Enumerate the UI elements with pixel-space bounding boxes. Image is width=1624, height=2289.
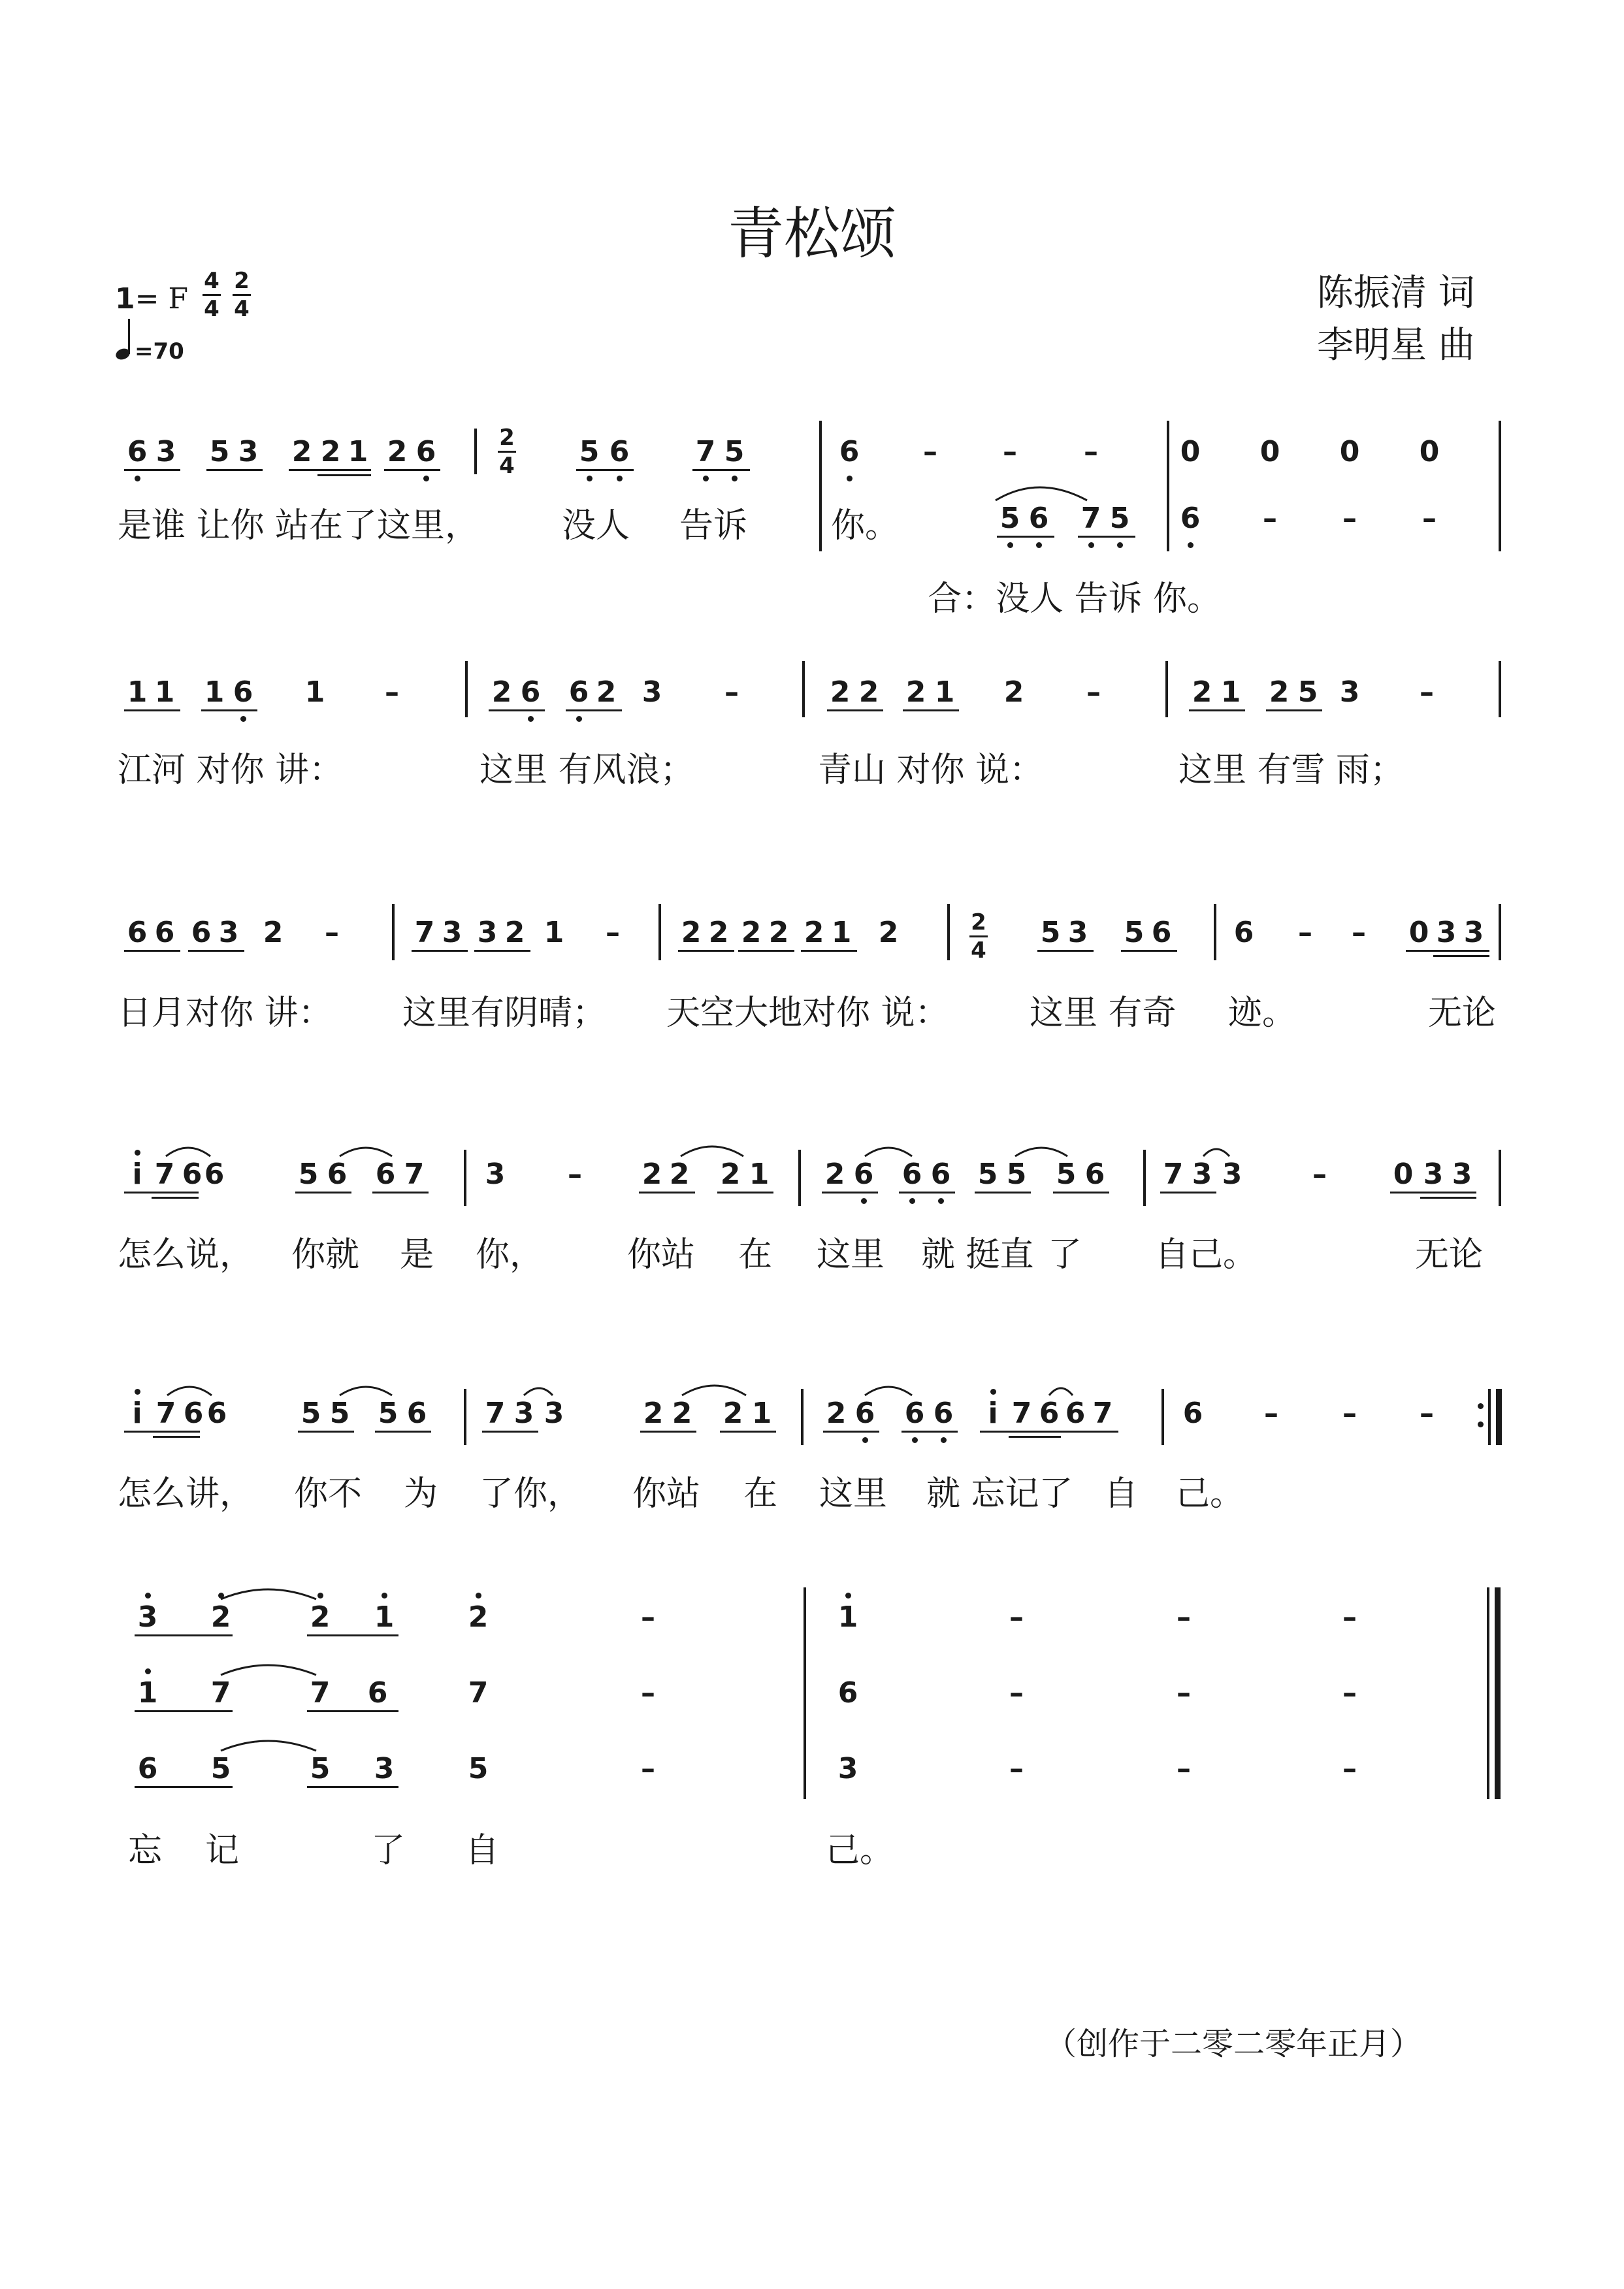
- note: 6: [933, 1397, 954, 1430]
- lyrics: 是: [400, 1235, 434, 1274]
- tie: [340, 1387, 392, 1395]
- dash: –: [1422, 502, 1437, 535]
- note: 6: [233, 675, 253, 709]
- note: 2: [723, 1397, 743, 1430]
- dash: –: [1009, 1600, 1024, 1634]
- note: 3: [1067, 916, 1088, 949]
- note: 2: [491, 675, 512, 709]
- note: 3: [477, 916, 498, 949]
- note: 2: [1192, 675, 1212, 709]
- note: 7: [695, 435, 716, 468]
- note: 1: [304, 675, 325, 709]
- note: 2: [468, 1600, 489, 1634]
- note: 5: [977, 1158, 998, 1191]
- note: 5: [210, 1752, 231, 1785]
- note: 5: [1040, 916, 1061, 949]
- note: 2: [643, 1397, 664, 1430]
- note: 1: [837, 1600, 858, 1634]
- note: 2: [504, 916, 525, 949]
- note: 2: [669, 1158, 690, 1191]
- lyrics: 这里: [817, 1235, 885, 1274]
- lyrics: 了: [371, 1831, 406, 1870]
- chorus-note: 5: [999, 502, 1020, 535]
- composer-credit: 李明星 曲: [1317, 324, 1475, 366]
- lyrics: 怎么讲，: [118, 1474, 254, 1514]
- note: 3: [1222, 1158, 1242, 1191]
- tie: [1049, 1388, 1073, 1395]
- note: 6: [1151, 916, 1172, 949]
- chorus-note: 5: [1109, 502, 1130, 535]
- time-sig-2-top: 2: [234, 268, 250, 294]
- note: 2: [720, 1158, 741, 1191]
- dash: –: [1312, 1158, 1327, 1191]
- note: 6: [930, 1158, 951, 1191]
- dash: –: [1264, 1397, 1278, 1430]
- note: 1: [749, 1158, 770, 1191]
- note: 7: [1163, 1158, 1184, 1191]
- dash: –: [325, 916, 339, 949]
- note: 1: [137, 1676, 158, 1710]
- lyrics: 这里有阴晴；: [402, 994, 607, 1033]
- note: 1: [831, 916, 852, 949]
- dash: –: [606, 916, 620, 949]
- dash: –: [385, 675, 399, 709]
- tie: [1203, 1149, 1229, 1156]
- lyrics: 自: [1104, 1474, 1139, 1514]
- note: 5: [724, 435, 745, 468]
- note: 2: [905, 675, 926, 709]
- note: 6: [1065, 1397, 1086, 1430]
- dash: –: [724, 675, 739, 709]
- note: 7: [1092, 1397, 1113, 1430]
- lyrics: 你站: [627, 1235, 696, 1274]
- lyrics: 是谁 让你 站在了这里，: [118, 506, 479, 545]
- note: 1: [374, 1600, 395, 1634]
- note: 5: [310, 1752, 331, 1785]
- dash: –: [1342, 1752, 1357, 1785]
- note: 6: [406, 1397, 427, 1430]
- lyrics: 迹。: [1228, 994, 1297, 1033]
- lyrics: 天空大地对你 说：: [666, 994, 949, 1033]
- note: 2: [672, 1397, 692, 1430]
- note: 6: [327, 1158, 348, 1191]
- note: 6: [901, 1158, 922, 1191]
- note: 3: [641, 675, 662, 709]
- note: 2: [824, 1158, 845, 1191]
- note: 7: [414, 916, 435, 949]
- note: 3: [137, 1600, 158, 1634]
- note: 5: [300, 1397, 321, 1430]
- note: 6: [609, 435, 630, 468]
- note: 2: [804, 916, 824, 949]
- dash: –: [1420, 675, 1434, 709]
- note: 7: [154, 1158, 175, 1191]
- note: i: [988, 1397, 998, 1430]
- note: 3: [1452, 1158, 1472, 1191]
- note: 6: [182, 1158, 203, 1191]
- lyricist-credit: 陈振清 词: [1317, 272, 1475, 314]
- dash: –: [1177, 1676, 1191, 1710]
- lyrics: 这里: [819, 1474, 888, 1514]
- dash: –: [1342, 1397, 1357, 1430]
- tie: [221, 1665, 316, 1675]
- lyrics: 记: [205, 1831, 240, 1870]
- note: 1: [127, 675, 148, 709]
- rest: 0: [1419, 435, 1440, 468]
- meter-bottom: 4: [969, 935, 988, 964]
- chorus-lyrics: 合：没人 告诉 你。: [928, 579, 1222, 619]
- time-sig-1-bottom: 4: [203, 294, 221, 322]
- note: 2: [387, 435, 408, 468]
- note: 0: [1408, 916, 1429, 949]
- chorus-note: 6: [1180, 502, 1201, 535]
- note: 5: [1297, 675, 1318, 709]
- note: 3: [442, 916, 463, 949]
- lyrics: 为: [404, 1474, 438, 1514]
- time-sig-1-top: 4: [204, 268, 219, 294]
- note: 2: [768, 916, 789, 949]
- key-one: 1: [115, 282, 135, 316]
- note: 6: [1084, 1158, 1105, 1191]
- tie: [221, 1741, 316, 1751]
- note: 2: [596, 675, 617, 709]
- lyrics: 你。: [831, 506, 900, 545]
- note: 2: [291, 435, 312, 468]
- note: 3: [1423, 1158, 1444, 1191]
- note: 6: [375, 1158, 396, 1191]
- tie: [682, 1386, 746, 1395]
- note: 3: [1339, 675, 1360, 709]
- dash: –: [1298, 916, 1312, 949]
- note: 2: [320, 435, 341, 468]
- dash: –: [1084, 435, 1098, 468]
- lyrics: 你不: [294, 1474, 363, 1514]
- note: 5: [1124, 916, 1145, 949]
- tie: [524, 1388, 553, 1395]
- lyrics: 没人: [562, 506, 630, 545]
- note: 3: [1192, 1158, 1212, 1191]
- note: 5: [579, 435, 600, 468]
- dash: –: [1342, 1600, 1357, 1634]
- note: 5: [378, 1397, 398, 1430]
- note: 3: [238, 435, 259, 468]
- note: 6: [839, 435, 860, 468]
- note: 7: [1011, 1397, 1032, 1430]
- dash: –: [1009, 1752, 1024, 1785]
- lyrics: 自己。: [1155, 1235, 1258, 1274]
- note: 1: [154, 675, 175, 709]
- note: 6: [854, 1397, 875, 1430]
- lyrics: 就 忘记了: [926, 1474, 1073, 1514]
- note: 3: [485, 1158, 506, 1191]
- note: 3: [218, 916, 239, 949]
- lyrics: 日月对你 讲：: [118, 994, 333, 1033]
- note: 2: [210, 1600, 231, 1634]
- tie: [167, 1387, 212, 1395]
- dash: –: [568, 1158, 582, 1191]
- note: 5: [298, 1158, 319, 1191]
- note: 6: [191, 916, 212, 949]
- tie: [221, 1589, 316, 1599]
- lyrics: 告诉: [679, 506, 748, 545]
- note: 2: [681, 916, 702, 949]
- lyrics: 自: [465, 1831, 500, 1870]
- note: 6: [206, 1397, 227, 1430]
- dash: –: [1420, 1397, 1434, 1430]
- lyrics: 你就: [291, 1235, 360, 1274]
- note: 6: [367, 1676, 388, 1710]
- note: 5: [468, 1752, 489, 1785]
- note: 7: [485, 1397, 506, 1430]
- note: 7: [155, 1397, 176, 1430]
- note: 7: [404, 1158, 425, 1191]
- note: 6: [137, 1752, 158, 1785]
- lyrics: 忘: [128, 1831, 163, 1870]
- note: 6: [568, 675, 589, 709]
- note: 5: [1056, 1158, 1077, 1191]
- note: 3: [1436, 916, 1457, 949]
- note: 6: [127, 916, 148, 949]
- meter-top: 2: [971, 909, 986, 935]
- composition-date-note: （创作于二零二零年正月）: [1045, 2026, 1422, 2062]
- note: 2: [1269, 675, 1290, 709]
- dash: –: [1263, 502, 1277, 535]
- tie: [166, 1148, 210, 1156]
- dash: –: [1177, 1600, 1191, 1634]
- note: 6: [837, 1676, 858, 1710]
- dash: –: [1086, 675, 1101, 709]
- lyrics: 这里 有奇: [1030, 994, 1177, 1033]
- note: 6: [520, 675, 541, 709]
- note: 7: [310, 1676, 331, 1710]
- chorus-note: 7: [1080, 502, 1101, 535]
- rest: 0: [1339, 435, 1360, 468]
- dash: –: [1177, 1752, 1191, 1785]
- note: 2: [741, 916, 762, 949]
- song-title: 青松颂: [728, 201, 896, 267]
- note: 6: [1039, 1397, 1060, 1430]
- note: 3: [837, 1752, 858, 1785]
- note: 3: [513, 1397, 534, 1430]
- lyrics: 在: [743, 1474, 778, 1514]
- tie: [865, 1148, 912, 1156]
- note: 6: [1182, 1397, 1203, 1430]
- note: 7: [468, 1676, 489, 1710]
- rest: 0: [1259, 435, 1280, 468]
- lyrics: 就 挺直: [921, 1235, 1034, 1274]
- lyrics: 无论: [1428, 994, 1497, 1033]
- dash: –: [641, 1600, 655, 1634]
- lyrics: 了你，: [479, 1474, 582, 1514]
- note: 2: [830, 675, 851, 709]
- note: 2: [310, 1600, 331, 1634]
- note: 2: [1003, 675, 1024, 709]
- dash: –: [641, 1752, 655, 1785]
- note: 2: [641, 1158, 662, 1191]
- note: 1: [934, 675, 955, 709]
- key-letter: F: [168, 282, 189, 316]
- lyrics: 青山 对你 说：: [818, 751, 1044, 790]
- note: 6: [415, 435, 436, 468]
- chorus-note: 6: [1028, 502, 1049, 535]
- lyrics: 怎么说，: [118, 1235, 254, 1274]
- lyrics: 无论: [1415, 1235, 1484, 1274]
- note: 5: [1006, 1158, 1027, 1191]
- note: 6: [183, 1397, 204, 1430]
- note: 1: [544, 916, 564, 949]
- lyrics: 这里 有雪 雨；: [1178, 751, 1405, 790]
- note: 1: [1220, 675, 1241, 709]
- note: 2: [858, 675, 879, 709]
- note: 2: [708, 916, 729, 949]
- tie: [1015, 1148, 1067, 1156]
- rest: 0: [1180, 435, 1201, 468]
- dash: –: [1342, 502, 1357, 535]
- lyrics: 己。: [826, 1831, 894, 1870]
- key-equals: =: [135, 282, 159, 316]
- meter-top: 2: [499, 425, 515, 451]
- note: 3: [155, 435, 176, 468]
- lyrics: 己。: [1176, 1474, 1244, 1514]
- note: 6: [853, 1158, 874, 1191]
- tie: [996, 487, 1087, 500]
- note: 3: [544, 1397, 564, 1430]
- tie: [865, 1387, 912, 1395]
- note: i: [132, 1158, 142, 1191]
- lyrics: 了: [1048, 1235, 1082, 1274]
- note: 6: [1233, 916, 1254, 949]
- lyrics: 你站: [632, 1474, 701, 1514]
- note: 6: [127, 435, 148, 468]
- note: 2: [878, 916, 899, 949]
- lyrics: 你，: [476, 1235, 544, 1274]
- note: i: [132, 1397, 142, 1430]
- lyrics: 江河 对你 讲：: [118, 751, 344, 790]
- note: 6: [154, 916, 175, 949]
- meter-bottom: 4: [498, 451, 516, 479]
- note: 2: [826, 1397, 847, 1430]
- dash: –: [1342, 1676, 1357, 1710]
- note: 0: [1393, 1158, 1414, 1191]
- dash: –: [641, 1676, 655, 1710]
- dash: –: [1009, 1676, 1024, 1710]
- tie: [340, 1148, 392, 1156]
- note: 3: [374, 1752, 395, 1785]
- tie: [681, 1146, 743, 1156]
- note: 7: [210, 1676, 231, 1710]
- note: 5: [209, 435, 230, 468]
- dash: –: [1003, 435, 1017, 468]
- lyrics: 这里 有风浪；: [479, 751, 694, 790]
- lyrics: 在: [738, 1235, 773, 1274]
- dash: –: [1352, 916, 1366, 949]
- note: 2: [263, 916, 284, 949]
- note: 6: [204, 1158, 225, 1191]
- note: 1: [348, 435, 368, 468]
- dash: –: [923, 435, 937, 468]
- note: 1: [751, 1397, 772, 1430]
- note: 1: [204, 675, 225, 709]
- time-sig-2-bottom: 4: [233, 294, 251, 322]
- note: 6: [904, 1397, 925, 1430]
- tempo-marking: =70: [135, 338, 184, 365]
- note: 3: [1463, 916, 1484, 949]
- note: 5: [329, 1397, 350, 1430]
